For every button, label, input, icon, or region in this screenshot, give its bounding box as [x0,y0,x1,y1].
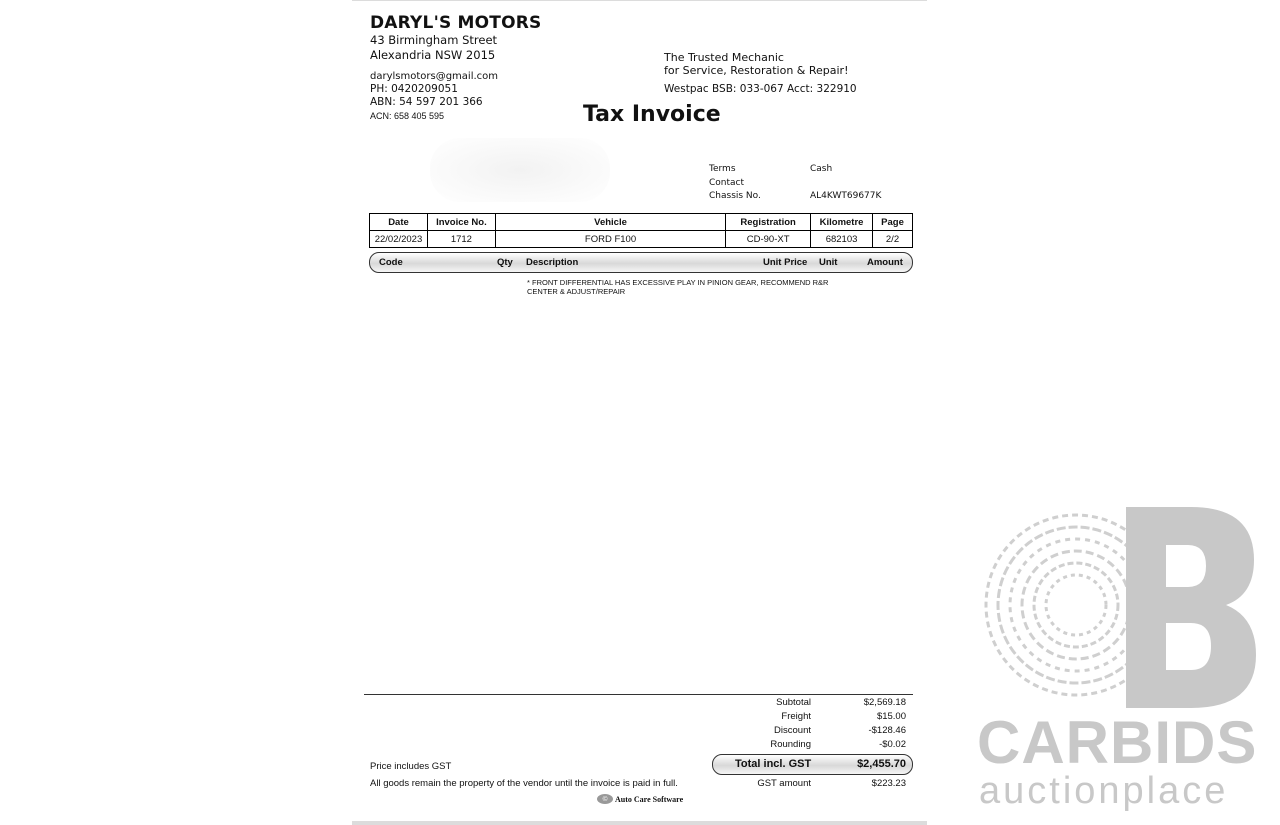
business-address-line2: Alexandria NSW 2015 [370,48,496,62]
chassis-value: AL4KWT69677K [810,191,882,201]
items-header-bar [369,252,913,273]
watermark-brand: CARBIDS [977,709,1258,776]
cell-invoice-no: 1712 [427,231,495,248]
cell-kilometre: 682103 [811,231,873,248]
software-credit [597,794,683,804]
total-bar [712,754,913,775]
watermark-subtitle: auctionplace [979,770,1229,812]
business-email: darylsmotors@gmail.com [370,71,499,82]
terms-label: Terms [709,164,736,174]
rounding-label: Rounding [770,739,811,750]
items-header-amount: Amount [867,257,903,268]
cell-page: 2/2 [873,231,913,248]
gst-label: GST amount [757,778,811,789]
property-note: All goods remain the property of the vendor until the invoice is paid in full. [370,778,678,789]
chassis-label: Chassis No. [709,191,761,201]
business-abn: ABN: 54 597 201 366 [370,96,483,108]
items-header-unit-price: Unit Price [763,257,808,268]
discount-label: Discount [774,725,811,736]
header-registration: Registration [726,214,811,231]
tagline-line1: The Trusted Mechanic [664,51,784,64]
item-description-line1: * FRONT DIFFERENTIAL HAS EXCESSIVE PLAY IN PINION GEAR, RECOMMEND R&R [527,278,829,287]
page-bottom-edge [352,821,927,825]
redacted-customer-block [430,138,610,202]
items-header-unit: Unit [819,257,838,268]
page-top-edge [352,0,927,1]
item-description-line2: CENTER & ADJUST/REPAIR [527,287,626,296]
business-acn: ACN: 658 405 595 [370,111,445,121]
discount-value: -$128.46 [868,725,906,736]
business-name: DARYL'S MOTORS [370,13,542,33]
cell-registration: CD-90-XT [726,231,811,248]
freight-label: Freight [781,711,811,722]
business-address-line1: 43 Birmingham Street [370,33,498,47]
header-date: Date [370,214,428,231]
items-header-code: Code [379,257,403,268]
items-header-description: Description [526,257,579,268]
header-vehicle: Vehicle [495,214,725,231]
subtotal-label: Subtotal [776,697,811,708]
tagline-line2: for Service, Restoration & Repair! [664,64,849,77]
contact-label: Contact [709,178,745,188]
gst-note: Price includes GST [370,761,452,772]
terms-value: Cash [810,164,833,174]
total-value: $2,455.70 [857,758,906,770]
total-label: Total incl. GST [735,758,812,770]
items-header-qty: Qty [497,257,513,268]
software-name: Auto Care Software [615,794,684,804]
totals-divider [364,694,913,695]
table-row [370,231,913,248]
gst-value: $223.23 [871,778,906,789]
copyright-icon: © [597,794,613,804]
header-kilometre: Kilometre [811,214,873,231]
invoice-title: Tax Invoice [583,102,721,127]
cell-date: 22/02/2023 [370,231,428,248]
freight-value: $15.00 [876,711,906,722]
business-phone: PH: 0420209051 [370,83,458,95]
header-invoice-no: Invoice No. [427,214,495,231]
vehicle-table-header [370,214,913,231]
bank-details: Westpac BSB: 033-067 Acct: 322910 [664,83,857,95]
subtotal-value: $2,569.18 [863,697,906,708]
header-page: Page [873,214,913,231]
cell-vehicle: FORD F100 [495,231,725,248]
rounding-value: -$0.02 [879,739,906,750]
vehicle-table [369,213,913,248]
